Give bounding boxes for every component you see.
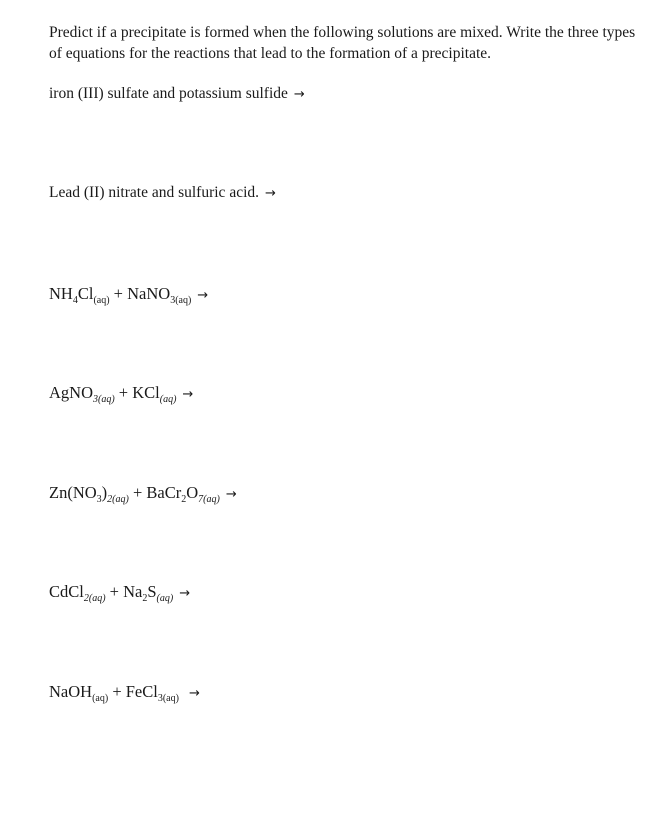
problem-3-equation [49,284,208,304]
problem-1 [49,85,305,103]
reactant-2: $BaCr_2O_{7(aq)}$ [146,483,220,505]
reactant-2: KCl$_{(aq)}$ [132,383,177,405]
problem-2-text: Lead (II) nitrate and sulfuric acid. [49,184,260,201]
reaction-arrow-icon: → [225,487,237,502]
reactant-2: FeCl$_{3(aq)}$ [125,682,179,704]
reaction-arrow-icon: → [197,288,209,303]
problem-2 [49,184,276,202]
reactant-1: AgNO$_{3(aq)}$ [49,383,115,405]
plus-sign: + [118,383,129,402]
reactant-1: NaOH$_{(aq)}$ [49,682,109,704]
reactant-2: NaNO$_{3(aq)}$ [127,284,192,306]
reaction-arrow-icon: → [179,586,191,601]
reactant-2: $Na_2S_{(aq)}$ [123,582,174,604]
problem-1-text: iron (III) sulfate and potassium sulfide [49,85,288,102]
problem-5-equation [49,483,237,503]
reaction-arrow-icon: → [188,686,200,701]
reaction-arrow-icon: → [265,186,276,201]
plus-sign: + [109,582,119,601]
problem-7-equation [49,682,200,702]
problem-6-equation [49,582,190,602]
plus-sign: + [132,483,143,502]
reactant-1: CdCl$_{2(aq)}$ [49,582,106,604]
reaction-arrow-icon: → [293,87,305,102]
plus-sign: + [113,284,123,303]
problem-4-equation [49,383,193,403]
reaction-arrow-icon: → [182,387,194,402]
plus-sign: + [112,682,122,701]
reactant-1: $NH_4Cl_{(aq)}$ [49,284,110,306]
instructions-text: Predict if a precipitate is formed when the following solutions are mixed. Write the three types of equations for the reactions that lead to the formation of a precipitate. [49,24,636,62]
reactant-1: $Zn(NO_3)_{2(aq)}$ [49,483,129,505]
